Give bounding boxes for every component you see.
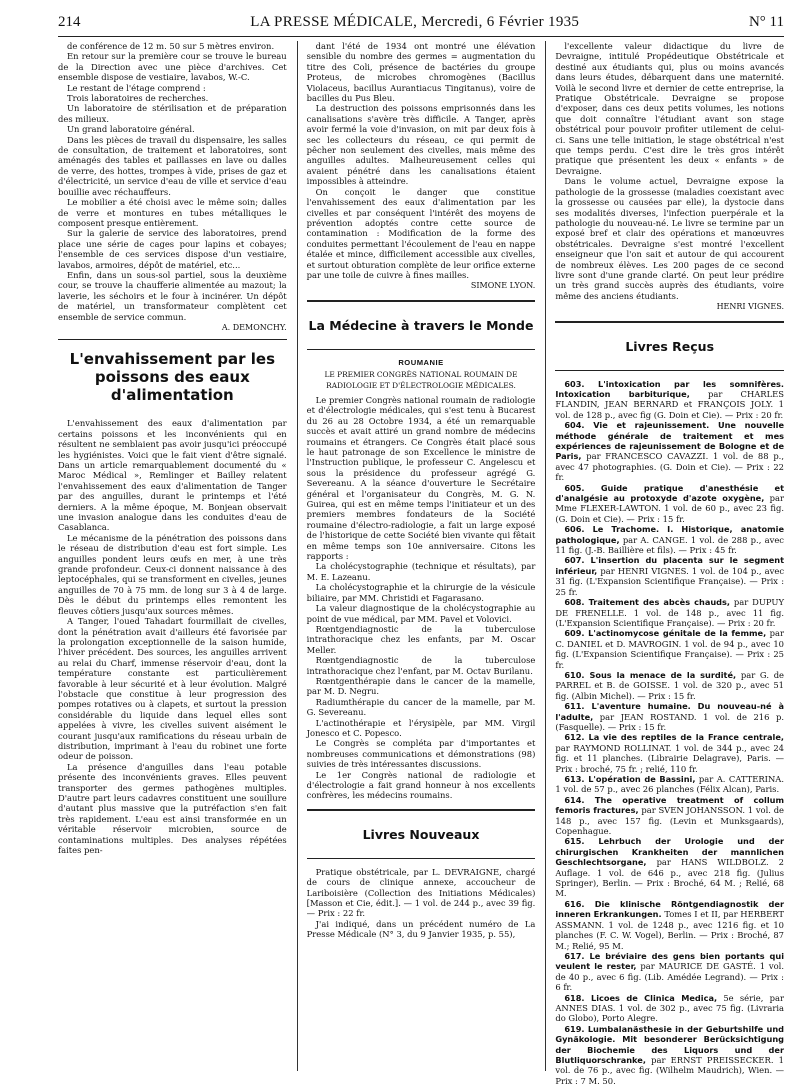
received-books-list <box>555 379 784 1086</box>
book-entry <box>555 670 784 701</box>
book-title: 618. Licoes de Clinica Medica, <box>564 992 718 1003</box>
column-3 <box>545 41 785 1086</box>
paragraph: Pratique obstétricale, par L. DEVRAIGNE, chargé de cours de clinique annexe, accoucheur de Lariboisière (Collection des Initiations Médicales) [Masson et Cie, édit.]. — 1 vol. de 244 p., avec 39 fig. — Prix : 22 fr. <box>306 866 536 919</box>
book-entry <box>555 420 784 482</box>
paragraph: de conférence de 12 m. 50 sur 5 mètres environ. <box>67 41 275 51</box>
book-details: par FRANCESCO CAVAZZI. 1 vol. de 88 p., avec 47 photographies. (G. Doin et Cie). — Prix : 22 fr. <box>555 451 785 483</box>
paragraph: Le mobilier a été choisi avec le même soin; dalles de verre et montures en tubes métalliques le composent presque entièrement. <box>58 197 287 228</box>
paragraph: Trois laboratoires de recherches. <box>67 93 209 104</box>
page-number: 214 <box>58 14 81 30</box>
book-entry <box>555 379 784 421</box>
book-entry <box>555 524 784 555</box>
paragraph: Rœntgenthérapie dans le cancer de la mamelle, par M. D. Negru. <box>306 675 536 697</box>
book-title: 616. Die klinische Röntgendiagnostik der inneren Erkrankungen. <box>555 898 785 920</box>
congress-paragraphs <box>307 395 536 801</box>
paragraph: On conçoit le danger que constitue l'envahissement des eaux d'alimentation par les civelles et par conséquent l'intérêt des moyens de prévention adoptés contre cette source de contamination : Modification de la forme des conduites permettant l'écoulement de l'eau en nappe étalée et mince, difficilement accessible aux civelles, et surtout obturation complète de leur orifice externe par une toile de cuivre à fines mailles. <box>306 186 536 280</box>
book-details: par HANS WILDBOLZ. 2 Auflage. 1 vol. de 646 p., avec 218 fig. (Julius Springer), Berlin. — Prix : Broché, 64 M. ; Relié, 68 M. <box>555 857 785 899</box>
paragraph: Un laboratoire de stérilisation et de préparation des milieux. <box>58 103 287 124</box>
masthead-title: LA PRESSE MÉDICALE, Mercredi, 6 Février 1935 <box>250 14 580 30</box>
book-title: 617. Le bréviaire des gens bien portants qui veulent le rester, <box>555 950 785 972</box>
article-title-envahissement: L'envahissement par les poissons des eaux d'alimentation <box>69 350 276 405</box>
book-details: par ERNST PREISSECKER. 1 vol. de 76 p., avec fig. (Wilhelm Maudrich), Wien. — Prix : 7 M. 50. <box>555 1054 785 1086</box>
signature-vignes: HENRI VIGNES. <box>716 302 785 312</box>
paragraph: Le 1er Congrès national de radiologie et d'électrologie a fait grand honneur à nos excellents confrères, les médecins roumains. <box>306 769 536 801</box>
book-title: 604. Vie et rajeunissement. Une nouvelle méthode générale de traitement et mes expériences de rajeunissement de Bologne et de Paris, <box>555 420 785 462</box>
livres-banner <box>307 809 536 859</box>
book-entry <box>555 774 784 795</box>
book-details: par SVEN JOHANSSON. 1 vol. de 148 p., avec 157 fig. (Levin et Munksgaards), Copenhague. <box>555 805 785 837</box>
book-details: par A. CATTERINA. 1 vol. de 57 p., avec 26 planches (Félix Alcan), Paris. <box>555 774 785 795</box>
book-details: Tomes I et II, par HERBERT ASSMANN. 1 vol. de 1248 p., avec 1216 fig. et 10 planches (F. C. W. Vogel), Berlin. — Prix : Broché, 87 M.; Relié, 95 M. <box>555 909 785 951</box>
signature-demonchy: A. DEMONCHY. <box>221 322 287 332</box>
article-paragraphs <box>58 418 287 855</box>
book-entry <box>555 1024 784 1086</box>
paragraph: Dans les pièces de travail du dispensaire, les salles de consultation, de traitement et laboratoires, sont aménagés des tables et paillasses en lave ou dalles de verre, des hottes, trompes à vide, prises de gaz et d'électricité, un service d'eau de ville et service d'eau bouillie avec réchauffeurs. <box>58 134 287 197</box>
paragraph: Le mécanisme de la pénétration des poissons dans le réseau de distribution d'eau est fort simple. Les anguilles pondent leurs œufs en mer, à une très grande profondeur. Ceux-ci donnent naissance à des leptocéphales, qui se transforment en civelles, jeunes anguilles de 70 à 75 mm. de long sur 3 à 4 de large. Dès le début du printemps elles remontent les fleuves côtiers jusqu'aux sources mêmes. <box>58 532 287 616</box>
paragraph: Un grand laboratoire général. <box>67 124 195 135</box>
paragraph: La cholécystographie et la chirurgie de la vésicule biliaire, par MM. Christidi et Fagarasano. <box>306 582 536 603</box>
col3-paragraphs <box>555 41 784 301</box>
paragraph: Le restant de l'étage comprend : <box>67 82 206 93</box>
book-title: 607. L'insertion du placenta sur le segment inférieur, <box>555 555 785 576</box>
book-title: 605. Guide pratique d'anesthésie et d'analgésie au protoxyde d'azote oxygène, <box>555 482 785 504</box>
book-title: 606. Le Trachome. I. Historique, anatomie pathologique, <box>555 524 785 545</box>
book-title: 610. Sous la menace de la surdité, <box>564 669 737 680</box>
book-details: par C. DANIEL et D. MAVROGIN. 1 vol. de 94 p., avec 10 fig. (L'Expansion Scientifique Française). — Prix : 25 fr. <box>555 628 785 670</box>
congress-subtitle: LE PREMIER CONGRÈS NATIONAL ROUMAIN DE RADIOLOGIE ET D'ÉLECTROLOGIE MÉDICALES. <box>324 370 518 390</box>
book-entry <box>555 836 784 898</box>
section-title-livres-nouveaux: Livres Nouveaux <box>362 826 480 842</box>
paragraph: A Tanger, l'oued Tahadart fourmillait de civelles, dont la pénétration avait d'ailleurs été favorisée par la prolongation exceptionnelle de la saison humide, l'hiver précédent. Des sources, les anguilles arrivent au relai du Charf, immense réservoir d'eau, dont la température constante est particulièrement favorable à leur sécurité et à leur évolution. Malgré l'obstacle que constitue à leur progression des pompes rotatives ou à clapets, et surtout la pression considérable du liquide dans lequel elles sont appelées à vivre, les civelles suivent aisément le courant jusqu'aux ramifications du réseau urbain de distribution, imprimant à l'eau du robinet une forte odeur de poisson. <box>58 616 287 762</box>
book-details: par CHARLES FLANDIN, JEAN BERNARD et FRANÇOIS JOLY. 1 vol. de 128 p., avec fig (G. Doin et Cie). — Prix : 20 fr. <box>555 388 785 420</box>
col2-paragraphs <box>307 41 536 280</box>
paragraph: Rœntgendiagnostic de la tuberculose intrathoracique chez l'enfant, par M. Octav Burilanu. <box>306 655 536 676</box>
book-details: 5e série, par ANNES DIAS. 1 vol. de 302 p., avec 75 fig. (Livraria do Globo), Porto Alegre. <box>555 992 785 1024</box>
book-title: 619. Lumbalanästhesie in der Geburtshilfe und Gynäkologie. Mit besonderer Berücksichtigung der Biochemie des Liquors und der Blutliquorschranke, <box>555 1023 785 1065</box>
paragraph: L'actinothérapie et l'érysipèle, par MM. Virgil Jonesco et C. Popesco. <box>306 717 536 738</box>
book-entry <box>555 732 784 774</box>
book-title: 608. Traitement des abcès chauds, <box>564 597 731 608</box>
paragraph: La destruction des poissons emprisonnés dans les canalisations s'avère très difficile. A Tanger, après avoir fermé la voie d'invasion, on mit par deux fois à sec les collecteurs du réseau, ce qui permit de pêcher non seulement des civelles, mais même des anguilles adultes. Malheureusement celles qui avaient pénétré dans les canalisations étaient impossibles à atteindre. <box>306 103 536 187</box>
paragraph: Enfin, dans un sous-sol partiel, sous la deuxième cour, se trouve la chaufferie alimentée au mazout; la laverie, les séchoirs et le four à incinérer. Un dépôt de matériel, un transformateur complètent cet ensemble de service commun. <box>58 269 287 322</box>
book-details: par Mme FLEXER-LAWTON. 1 vol. de 60 p., avec 23 fig. (G. Doin et Cie). — Prix : 15 fr. <box>555 493 785 524</box>
paragraph: Radiumthérapie du cancer de la mamelle, par M. G. Severeanu. <box>306 696 536 718</box>
book-entry <box>555 597 784 628</box>
paragraph: La cholécystographie (technique et résultats), par M. E. Lazeanu. <box>306 561 536 582</box>
section-title-medecine: La Médecine à travers le Monde <box>308 317 534 333</box>
book-details: par DUPUY DE FRENELLE. 1 vol. de 148 p., avec 11 fig. (L'Expansion Scientifique Française). — Prix : 20 fr. <box>555 597 785 628</box>
issue-number: N° 11 <box>748 14 784 30</box>
column-1 <box>58 41 287 1071</box>
book-entry <box>555 628 784 670</box>
paragraph: Rœntgendiagnostic de la tuberculose intrathoracique chez les enfants, par M. Oscar Meller. <box>306 623 536 655</box>
book-entry <box>555 795 784 837</box>
signature-lyon: SIMONE LYON. <box>470 281 536 291</box>
section-title-livres-recus: Livres Reçus <box>625 338 715 354</box>
paragraph: Le premier Congrès national roumain de radiologie et d'électrologie médicales, qui s'est tenu à Bucarest du 26 au 28 Octobre 1934, a été un remarquable succès et avait attiré un grand nombre de médecins roumains et étrangers. Ce Congrès était placé sous le haut patronage de son Excellence le ministre de l'Instruction publique, le professeur C. Angelescu et sous la présidence du professeur agrégé G. Severeanu. A la séance d'ouverture le Secrétaire général et l'organisateur du Congrès, M. G. N. Guirea, qui est en même temps l'initiateur et un des premiers membres fondateurs de la Société roumaine d'électro-radiologie, a fait un large exposé de l'historique de cette Société bien vivante qui fêtait en même temps son 10e anniversaire. Citons les rapports : <box>306 394 536 562</box>
livres-paragraphs <box>307 867 536 940</box>
book-details: par JEAN ROSTAND. 1 vol. de 216 p. (Fasquelle). — Prix : 15 fr. <box>555 711 785 732</box>
book-title: 613. L'opération de Bassini, <box>564 774 696 784</box>
book-details: par RAYMOND ROLLINAT. 1 vol. de 344 p., avec 24 fig. et 11 planches. (Librairie Delagrave), Paris. — Prix : broché, 75 fr. ; relié, 110 fr. <box>555 742 785 774</box>
book-entry <box>555 701 784 732</box>
paragraph: J'ai indiqué, dans un précédent numéro de La Presse Médicale (N° 3, du 9 Janvier 1935, p. 55), <box>306 918 536 940</box>
book-details: par G. de PARREL et B. de GOISSE. 1 vol. de 320 p., avec 51 fig. (Albin Michel). — Prix : 15 fr. <box>555 669 785 701</box>
book-title: 615. Lehrbuch der Urologie und der chirurgischen Krankheiten der mannlichen Geschlechtsorgane, <box>555 836 785 868</box>
paragraph: dant l'été de 1934 ont montré une élévation sensible du nombre des germes = augmentation du titre des Coli, présence de bactéries du groupe Proteus, de microbes chromogènes (Bacillus Violaceus, bacillus Aurantiacus Tingitanus), voire de bacilles du Pus Bleu. <box>306 41 536 104</box>
paragraph: En retour sur la première cour se trouve le bureau de la Direction avec une pièce d'archives. Cet ensemble dispose de vestiaire, lavabos, W.-C. <box>58 51 287 83</box>
paragraph: La présence d'anguilles dans l'eau potable présente des inconvénients graves. Elles peuvent transporter des germes pathogènes multiples. D'autre part leurs cadavres constituent une souillure d'autant plus massive que la putréfaction s'en fait très rapidement. L'eau est ainsi transformée en un véritable réservoir microbien, source de contaminations multiples. Des analyses répétées faites pen- <box>58 761 287 856</box>
country-kicker: ROUMANIE <box>398 357 444 367</box>
book-entry <box>555 899 784 951</box>
book-title: 609. L'actinomycose génitale de la femme, <box>564 628 767 639</box>
paragraph: l'excellente valeur didactique du livre de Devraigne, intitulé Propédeutique Obstétricale et destiné aux étudiants qui, plus ou moins avancés dans leurs études, débarquent dans une maternité. Voilà le second livre et dernier de cette entreprise, la Pratique Obstétricale. Devraigne se propose d'exposer, dans ces deux petits volumes, les notions que doit connaître l'étudiant avant son stage obstétrical pour pouvoir profiter utilement de celui-ci. Sans une telle initiation, le stage obstétrical n'est que temps perdu. C'est dire le très gros intérêt pratique que présentent les deux « enfants » de Devraigne. <box>555 41 785 176</box>
paragraph: Dans le volume actuel, Devraigne expose la pathologie de la grossesse (maladies coexistant avec la grossesse ou causées par elle), la dystocie dans ses modalités diverses, l'infection puerpérale et la pathologie du nouveau-né. Le livre se termine par un exposé bref et clair des opérations et manœuvres obstétricales. Devraigne s'est montré l'excellent enseigneur que l'on sait et autour de qui accourent de nombreux élèves. Les 200 pages de ce second livre sont d'une grande clarté. On peut leur prédire un très grand succès auprès des étudiants, voire même des anciens étudiants. <box>555 176 785 301</box>
page-header <box>58 14 784 37</box>
book-details: par A. CANGE. 1 vol. de 288 p., avec 11 fig. (J.-B. Baillière et fils). — Prix : 45 fr. <box>555 534 785 556</box>
book-details: par MAURICE DE GASTÉ. 1 vol. de 40 p., avec 6 fig. (Lib. Amédée Legrand). — Prix : 6 fr. <box>555 961 785 993</box>
book-title: 612. La vie des reptiles de la France centrale, <box>564 732 785 743</box>
book-title: 614. The operative treatment of collum femoris fractures, <box>555 794 785 816</box>
columns <box>58 41 785 1086</box>
paragraph: Le Congrès se compléta par d'importantes et nombreuses communications et démonstrations (98) suivies de très intéressantes discussions. <box>306 738 536 770</box>
paragraph: Sur la galerie de service des laboratoires, prend place une série de cages pour lapins et cobayes; l'ensemble de ces services dispose d'un vestiaire, lavabos, armoires, dépôt de matériel, etc... <box>58 228 287 270</box>
section-banner <box>307 300 536 350</box>
book-entry <box>555 951 784 993</box>
book-title: 603. L'intoxication par les somnifères. Intoxication barbiturique, <box>555 378 785 399</box>
book-entry <box>555 993 784 1024</box>
paragraph: L'envahissement des eaux d'alimentation par certains poissons et les inconvénients qui en résultent ne semblaient pas avoir jusqu'ici préoccupé les hygiénistes. Voici que le fait vient d'être signalé. Dans un article remarquablement documenté du « Maroc Médical », Remlinger et Bailley relatent l'envahissement des eaux d'alimentation de Tanger par des anguilles, durant le printemps et l'été derniers. A la même époque, M. Bonjean observait une invasion analogue dans les conduites d'eau de Casablanca. <box>58 418 287 533</box>
paragraph: La valeur diagnostique de la cholécystographie au point de vue médical, par MM. Pavel et Volovici. <box>306 603 536 624</box>
book-details: par HENRI VIGNES. 1 vol. de 104 p., avec 31 fig. (L'Expansion Scientifique Française). — Prix : 25 fr. <box>555 565 785 597</box>
recus-banner <box>555 321 784 371</box>
book-title: 611. L'aventure humaine. Du nouveau-né à l'adulte, <box>555 701 785 722</box>
book-entry <box>555 483 784 525</box>
divider <box>58 339 287 340</box>
col1-paragraphs <box>58 41 287 322</box>
book-entry <box>555 555 784 597</box>
column-2 <box>297 41 536 1071</box>
